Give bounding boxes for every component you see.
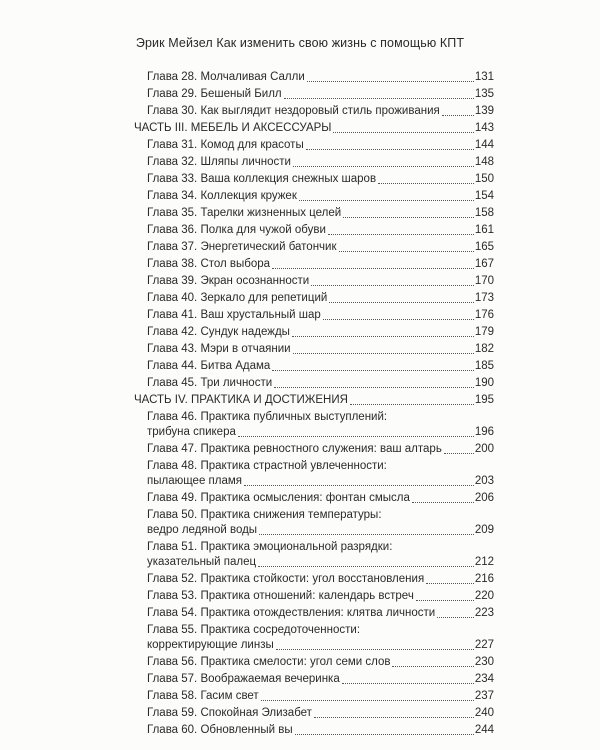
dot-leader xyxy=(328,233,474,235)
dot-leader xyxy=(426,582,474,584)
toc-entry-title: Глава 37. Энергетический батончик xyxy=(147,241,337,253)
toc-page-number: 148 xyxy=(474,156,494,168)
toc-page-number: 203 xyxy=(474,475,494,487)
toc-entry-title: Глава 38. Стол выбора xyxy=(147,258,271,270)
toc-entry-title: Глава 54. Практика отождествления: клятва личности xyxy=(147,607,436,619)
toc-page-number: 135 xyxy=(474,88,494,100)
toc-entry[interactable] xyxy=(134,359,494,374)
toc-entry[interactable] xyxy=(134,491,494,506)
dot-leader xyxy=(272,267,474,269)
toc-page-number: 185 xyxy=(474,360,494,372)
dot-leader xyxy=(306,148,474,150)
toc-entry-title-cont: пылающее пламя xyxy=(147,475,243,487)
toc-entry-title: Глава 28. Молчаливая Салли xyxy=(147,71,305,83)
dot-leader xyxy=(259,533,474,535)
toc-entry-title-cont: указательный палец xyxy=(147,556,257,568)
toc-entry[interactable] xyxy=(134,508,494,538)
toc-entry-title-line2 xyxy=(147,638,494,653)
dot-leader xyxy=(295,733,474,735)
table-of-contents xyxy=(134,70,494,740)
toc-entry-title: Глава 47. Практика ревностного служения: ваш алтарь xyxy=(147,443,442,455)
toc-page-number: 161 xyxy=(474,224,494,236)
toc-entry-title: ЧАСТЬ III. МЕБЕЛЬ И АКСЕССУАРЫ xyxy=(134,122,332,134)
toc-entry[interactable] xyxy=(134,342,494,357)
toc-part-heading[interactable] xyxy=(134,393,494,408)
toc-page-number: 244 xyxy=(474,724,494,736)
toc-entry[interactable] xyxy=(134,240,494,255)
toc-entry-title: Глава 35. Тарелки жизненных целей xyxy=(147,207,342,219)
dot-leader xyxy=(323,318,474,320)
toc-entry-title-line1: Глава 55. Практика сосредоточенности: xyxy=(147,624,361,636)
toc-entry[interactable] xyxy=(134,104,494,119)
toc-page-number: 196 xyxy=(474,426,494,438)
dot-leader xyxy=(444,452,474,454)
toc-page-number: 139 xyxy=(474,105,494,117)
toc-entry-title: Глава 29. Бешеный Билл xyxy=(147,88,282,100)
toc-page-number: 150 xyxy=(474,173,494,185)
toc-entry-title: Глава 53. Практика отношений: календарь встреч xyxy=(147,590,414,602)
toc-entry[interactable] xyxy=(134,459,494,489)
toc-page-number: 209 xyxy=(474,524,494,536)
toc-page-number: 179 xyxy=(474,326,494,338)
dot-leader xyxy=(392,665,473,667)
dot-leader xyxy=(238,435,474,437)
toc-entry[interactable] xyxy=(134,155,494,170)
toc-page-number: 227 xyxy=(474,639,494,651)
toc-entry-title: Глава 32. Шляпы личности xyxy=(147,156,291,168)
toc-entry[interactable] xyxy=(134,308,494,323)
toc-page-number: 131 xyxy=(474,71,494,83)
toc-entry[interactable] xyxy=(134,655,494,670)
toc-entry[interactable] xyxy=(134,410,494,440)
toc-entry-title-cont: ведро ледяной воды xyxy=(147,524,258,536)
dot-leader xyxy=(258,565,474,567)
toc-entry[interactable] xyxy=(134,442,494,457)
toc-entry[interactable] xyxy=(134,325,494,340)
toc-entry[interactable] xyxy=(134,606,494,621)
toc-entry[interactable] xyxy=(134,589,494,604)
toc-entry[interactable] xyxy=(134,706,494,721)
toc-entry[interactable] xyxy=(134,206,494,221)
dot-leader xyxy=(244,484,474,486)
dot-leader xyxy=(284,97,474,99)
toc-entry-title: Глава 60. Обновленный вы xyxy=(147,724,293,736)
toc-entry-title: Глава 33. Ваша коллекция снежных шаров xyxy=(147,173,377,185)
running-header: Эрик Мейзел Как изменить свою жизнь с помощью КПТ xyxy=(135,36,465,50)
toc-entry-title-line2 xyxy=(147,523,494,538)
dot-leader xyxy=(412,501,474,503)
toc-entry-title: Глава 56. Практика смелости: угол семи слов xyxy=(147,656,391,668)
toc-entry-title-cont: корректирующие линзы xyxy=(147,639,274,651)
toc-entry-title: Глава 31. Комод для красоты xyxy=(147,139,304,151)
dot-leader xyxy=(342,682,474,684)
toc-page-number: 182 xyxy=(474,343,494,355)
toc-entry[interactable] xyxy=(134,623,494,653)
toc-entry-title: Глава 49. Практика осмысления: фонтан смысла xyxy=(147,492,410,504)
dot-leader xyxy=(343,216,474,218)
toc-page-number: 176 xyxy=(474,309,494,321)
toc-entry[interactable] xyxy=(134,189,494,204)
toc-entry-title-line2 xyxy=(147,474,494,489)
toc-page-number: 170 xyxy=(474,275,494,287)
toc-page-number: 158 xyxy=(474,207,494,219)
toc-entry[interactable] xyxy=(134,291,494,306)
toc-entry[interactable] xyxy=(134,274,494,289)
toc-part-heading[interactable] xyxy=(134,121,494,136)
toc-entry[interactable] xyxy=(134,572,494,587)
toc-entry-title: Глава 34. Коллекция кружек xyxy=(147,190,297,202)
toc-page-number: 206 xyxy=(474,492,494,504)
dot-leader xyxy=(350,403,474,405)
toc-page-number: 230 xyxy=(474,656,494,668)
toc-entry-title: Глава 45. Три личности xyxy=(147,377,273,389)
toc-page-number: 220 xyxy=(474,590,494,602)
dot-leader xyxy=(274,386,474,388)
toc-entry-title: Глава 57. Воображаемая вечеринка xyxy=(147,673,340,685)
toc-page-number: 144 xyxy=(474,139,494,151)
toc-entry[interactable] xyxy=(134,257,494,272)
toc-page-number: 167 xyxy=(474,258,494,270)
toc-entry-title: Глава 41. Ваш хрустальный шар xyxy=(147,309,321,321)
toc-page-number: 234 xyxy=(474,673,494,685)
toc-entry-title: Глава 43. Мэри в отчаянии xyxy=(147,343,291,355)
toc-page-number: 240 xyxy=(474,707,494,719)
toc-entry-title-cont: трибуна спикера xyxy=(147,426,236,438)
toc-entry-title: ЧАСТЬ IV. ПРАКТИКА И ДОСТИЖЕНИЯ xyxy=(134,394,348,406)
toc-entry[interactable] xyxy=(134,540,494,570)
dot-leader xyxy=(261,699,474,701)
toc-page-number: 212 xyxy=(474,556,494,568)
toc-entry[interactable] xyxy=(134,689,494,704)
toc-entry-title: Глава 44. Битва Адама xyxy=(147,360,271,372)
toc-entry-title: Глава 39. Экран осознанности xyxy=(147,275,310,287)
dot-leader xyxy=(272,369,473,371)
dot-leader xyxy=(292,335,474,337)
toc-page-number: 154 xyxy=(474,190,494,202)
toc-page-number: 223 xyxy=(474,607,494,619)
dot-leader xyxy=(339,250,474,252)
toc-entry-title: Глава 42. Сундук надежды xyxy=(147,326,290,338)
toc-entry-title: Глава 58. Гасим свет xyxy=(147,690,259,702)
toc-entry[interactable] xyxy=(134,723,494,738)
toc-entry-title: Глава 36. Полка для чужой обуви xyxy=(147,224,326,236)
toc-entry-title-line2 xyxy=(147,555,494,570)
toc-entry-title-line1: Глава 51. Практика эмоциональной разрядки: xyxy=(147,541,393,553)
toc-page-number: 165 xyxy=(474,241,494,253)
toc-entry-title: Глава 30. Как выглядит нездоровый стиль проживания xyxy=(147,105,440,117)
dot-leader xyxy=(416,599,474,601)
toc-page-number: 237 xyxy=(474,690,494,702)
toc-entry-title-line2 xyxy=(147,425,494,440)
dot-leader xyxy=(307,80,474,82)
toc-page-number: 216 xyxy=(474,573,494,585)
dot-leader xyxy=(378,182,474,184)
dot-leader xyxy=(333,131,473,133)
toc-page-number: 190 xyxy=(474,377,494,389)
toc-page-number: 200 xyxy=(474,443,494,455)
dot-leader xyxy=(437,616,474,618)
toc-entry[interactable] xyxy=(134,223,494,238)
toc-entry-title-line1: Глава 50. Практика снижения температуры: xyxy=(147,509,382,521)
toc-page-number: 173 xyxy=(474,292,494,304)
dot-leader xyxy=(276,648,474,650)
toc-entry-title: Глава 52. Практика стойкости: угол восстановления xyxy=(147,573,425,585)
dot-leader xyxy=(329,301,474,303)
dot-leader xyxy=(293,352,474,354)
toc-entry[interactable] xyxy=(134,376,494,391)
toc-entry[interactable] xyxy=(134,172,494,187)
toc-entry-title-line1: Глава 48. Практика страстной увлеченности: xyxy=(147,460,387,472)
toc-entry-title: Глава 40. Зеркало для репетиций xyxy=(147,292,328,304)
toc-entry[interactable] xyxy=(134,672,494,687)
toc-entry[interactable] xyxy=(134,87,494,102)
toc-entry-title: Глава 59. Спокойная Элизабет xyxy=(147,707,312,719)
toc-entry-title-line1: Глава 46. Практика публичных выступлений: xyxy=(147,411,388,423)
dot-leader xyxy=(442,114,474,116)
toc-page-number: 195 xyxy=(474,394,494,406)
dot-leader xyxy=(293,165,474,167)
dot-leader xyxy=(311,284,474,286)
toc-entry[interactable] xyxy=(134,70,494,85)
toc-page-number: 143 xyxy=(474,122,494,134)
row-spacer xyxy=(134,738,494,740)
toc-entry[interactable] xyxy=(134,138,494,153)
dot-leader xyxy=(314,716,474,718)
dot-leader xyxy=(299,199,474,201)
